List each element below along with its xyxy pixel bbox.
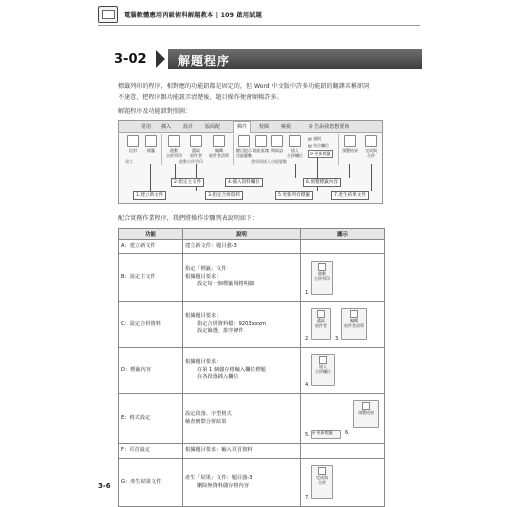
tell-me-text: 告訴我您想要執 <box>314 124 350 130</box>
tell-me-box[interactable]: ♀ 告訴我您想要執 <box>309 124 350 130</box>
start-merge-label: 啟動 合併列印 <box>166 148 182 158</box>
recipients-icon <box>317 310 325 318</box>
callout-arrow <box>150 164 151 191</box>
group-create-label: 建立 <box>125 159 133 164</box>
step-number: 6. <box>345 430 350 436</box>
edit-recipients-icon-button <box>341 308 367 340</box>
icon-label: 插入 合併欄位 <box>315 364 331 374</box>
ribbon-separator <box>233 134 234 165</box>
callout-arrow <box>295 164 296 178</box>
rules-button[interactable]: ▤ 規則 <box>308 136 322 141</box>
row-illustration <box>301 459 385 507</box>
preview-results-label: 預覽結果 <box>342 148 358 153</box>
section-number: 3-02 <box>114 52 147 67</box>
finish-merge-icon <box>318 467 326 475</box>
edit-list-icon <box>350 310 358 318</box>
desc-line: 在第 1 個儲存格輸入欄位標題 <box>197 366 266 373</box>
edit-list-icon <box>213 135 225 147</box>
desc-line: 在各段落插入欄位 <box>197 374 239 381</box>
callout-5: 5.更新所有標籤 <box>275 191 313 200</box>
icon-label: 預覽結果 <box>358 410 374 415</box>
tab-mailings[interactable]: 郵件 <box>233 121 251 133</box>
row-function: G：產生結果文件 <box>119 459 183 507</box>
header-rule <box>98 25 420 26</box>
greeting-line-label: 問候語 <box>271 148 283 153</box>
finish-merge-icon-button <box>311 465 333 499</box>
row-illustration <box>301 254 385 302</box>
row-function: A：建立新文件 <box>119 240 183 254</box>
rules-label: 規則 <box>313 136 322 141</box>
row-function: B：設定主文件 <box>119 254 183 302</box>
running-header: 電腦軟體應用丙級術科解題教本 | 109 啟用試題 <box>124 12 263 19</box>
table-row <box>119 459 385 507</box>
finish-merge-button[interactable] <box>361 135 381 158</box>
header-illustration: 圖示 <box>301 229 385 240</box>
desc-line: 設定篩選、排序條件 <box>197 328 244 335</box>
row-illustration <box>301 302 385 348</box>
section-title: 解題程序 <box>178 54 231 68</box>
ribbon-separator <box>338 134 339 165</box>
table-row <box>119 254 385 302</box>
row-function: E：格式設定 <box>119 394 183 444</box>
insert-field-icon-button <box>311 354 335 386</box>
book-logo-icon <box>98 6 118 23</box>
highlight-fields-button[interactable] <box>235 135 253 158</box>
icon-label: 選取 收件者 <box>315 318 327 328</box>
row-illustration <box>301 394 385 444</box>
address-icon <box>255 135 267 147</box>
callout-3: 3.指定合併資料 <box>205 191 243 200</box>
step-number: 7. <box>305 495 310 501</box>
table-header-row <box>119 229 385 240</box>
preview-results-button[interactable] <box>340 135 360 153</box>
procedure-table <box>118 228 385 507</box>
greeting-icon <box>271 135 283 147</box>
icon-label: 更新標籤 <box>316 430 333 435</box>
row-description <box>183 240 301 254</box>
step-number: 1. <box>305 290 310 296</box>
icon-label: 啟動 合併列印 <box>314 271 330 281</box>
envelopes-button[interactable] <box>123 135 143 153</box>
preview-icon <box>344 135 356 147</box>
finish-merge-icon <box>365 135 377 147</box>
callout-arrow <box>349 164 350 178</box>
envelope-icon <box>127 135 139 147</box>
tab-insert[interactable]: 插入 <box>161 124 172 130</box>
desc-line: 指定合併資料檔：9203xxxm <box>197 320 266 327</box>
page-number: 3-6 <box>98 482 111 490</box>
address-block-button[interactable] <box>253 135 269 153</box>
group-start-label: 啟動合併列印 <box>179 159 203 164</box>
ribbon-separator <box>161 134 162 165</box>
address-block-label: 地址區塊 <box>253 148 269 153</box>
finish-merge-label: 完成與 合併 <box>365 148 377 158</box>
callout-2: 2.指定主文件 <box>171 178 204 187</box>
match-fields-label: 符合欄位 <box>313 143 330 148</box>
step-number: 2. <box>305 336 310 342</box>
update-labels-icon-button: ⟳ 更新標籤 <box>311 430 341 439</box>
preview-icon <box>362 402 370 410</box>
insert-field-button[interactable] <box>285 135 305 158</box>
greeting-line-button[interactable] <box>269 135 285 153</box>
table-row <box>119 240 385 254</box>
icon-label: 完成與 合併 <box>316 475 328 485</box>
intro-line-2: 不達意，把程序跟功能鈕弄清楚後，題目操作便會順暢許多。 <box>118 94 283 101</box>
row-description <box>183 254 301 302</box>
desc-line: 設定每一個標籤規格明細 <box>197 281 255 288</box>
callout-1: 1.建立新文件 <box>133 191 166 200</box>
labels-button[interactable] <box>141 135 161 153</box>
select-recipients-button[interactable] <box>185 135 207 158</box>
section-triangle-icon <box>156 50 165 68</box>
callout-4: 4.插入資料欄位 <box>225 178 263 187</box>
intro-line-3: 解題程序及功能鈕對照圖： <box>118 108 192 115</box>
row-illustration <box>301 240 385 254</box>
row-function: F：頁首設定 <box>119 444 183 459</box>
labels-label: 標籤 <box>147 148 155 153</box>
tab-design[interactable]: 設計 <box>183 124 194 130</box>
row-function: D：標籤內容 <box>119 348 183 394</box>
desc-line: 根據題目要求： <box>185 273 222 280</box>
merge-doc-icon <box>168 135 180 147</box>
row-function: C：設定合併資料 <box>119 302 183 348</box>
callout-arrow <box>175 164 176 178</box>
tab-layout[interactable]: 版面配 <box>205 124 221 130</box>
update-labels-button[interactable]: ⟳ 更新標籤 <box>310 151 331 156</box>
insert-field-icon <box>289 135 301 147</box>
tab-view[interactable]: 檢視 <box>281 124 292 130</box>
desc-line: 指定「標籤」文件 <box>185 266 227 273</box>
row-description <box>183 394 301 444</box>
table-row <box>119 444 385 459</box>
callout-6: 6.預覽標籤內容 <box>303 178 341 187</box>
desc-line: 根據題目要求： <box>185 359 222 366</box>
match-fields-button[interactable]: ▤ 符合欄位 <box>308 143 330 148</box>
ribbon-figure <box>118 120 383 204</box>
tab-home[interactable]: 常用 <box>141 124 152 130</box>
callout-arrow <box>371 164 372 191</box>
ribbon-tab-bar <box>119 121 382 133</box>
recipients-icon <box>190 135 202 147</box>
row-description <box>183 348 301 394</box>
desc-line: 產生「結果」文件：題目強-3 <box>185 475 253 481</box>
step-number: 5. <box>305 432 310 438</box>
step-number: 3. <box>335 336 340 342</box>
insert-field-icon <box>319 356 327 364</box>
label-icon <box>145 135 157 147</box>
header-description: 說明 <box>183 229 301 240</box>
envelopes-label: 信封 <box>129 148 137 153</box>
icon-label: 編輯 收件者清單 <box>344 318 364 328</box>
table-row <box>119 348 385 394</box>
row-illustration <box>301 444 385 459</box>
merge-doc-icon <box>318 263 326 271</box>
row-description <box>183 459 301 507</box>
desc-line: 檢查實際合併結果 <box>185 418 227 425</box>
preview-results-icon-button <box>353 400 379 428</box>
desc-line: 建立新文件：題目強-3 <box>185 242 237 249</box>
highlight-icon <box>238 135 250 147</box>
step-number: 4. <box>305 382 310 388</box>
table-row <box>119 394 385 444</box>
desc-line: 根據題目要求：輸入頁首資料 <box>185 447 253 454</box>
desc-line: 設定段落、字型格式 <box>185 411 232 417</box>
row-description <box>183 444 301 459</box>
desc-line: 根據題目要求： <box>185 313 222 320</box>
edit-recipients-button[interactable] <box>207 135 231 158</box>
group-fields-label: 書寫與插入功能變數 <box>251 159 287 164</box>
edit-recipients-label: 編輯 收件者清單 <box>209 148 229 158</box>
start-merge-button[interactable] <box>163 135 185 158</box>
desc-line: 刪除無資料儲存格內容 <box>197 482 249 489</box>
table-intro: 配合實務作業程序，我們將操作步驟列表說明如下： <box>118 215 259 222</box>
highlight-fields-label: 醒目提示 功能變數 <box>236 148 252 158</box>
row-description <box>183 302 301 348</box>
select-recipients-icon-button <box>311 308 331 340</box>
callout-7: 7.產生結果文件 <box>331 191 369 200</box>
tab-review[interactable]: 校閱 <box>259 124 270 130</box>
start-merge-icon-button <box>311 261 333 295</box>
row-illustration <box>301 348 385 394</box>
intro-line-1: 標籤列印的程序，相對應的功能鈕都是固定的，但 Word 中文版中許多功能鈕的翻譯名稱卻詞 <box>118 83 370 90</box>
header-function: 功能 <box>119 229 183 240</box>
update-labels-label: 更新標籤 <box>314 151 331 156</box>
insert-field-label: 插入 合併欄位 <box>287 148 303 158</box>
table-row <box>119 302 385 348</box>
select-recipients-label: 選取 收件者 <box>190 148 202 158</box>
